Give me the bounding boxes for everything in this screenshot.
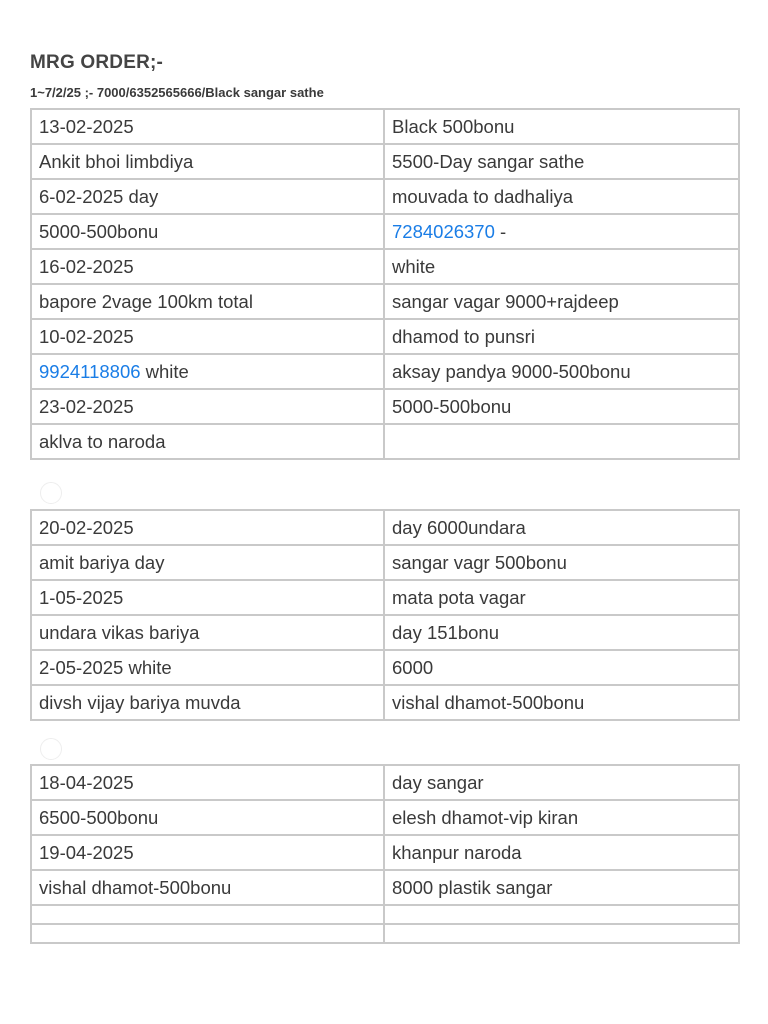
table-cell[interactable]: 5000-500bonu <box>31 214 384 249</box>
table-row <box>31 510 739 545</box>
table-cell[interactable]: dhamod to punsri <box>384 319 739 354</box>
table-cell[interactable] <box>31 354 384 389</box>
phone-link[interactable]: 9924118806 <box>39 360 141 382</box>
table-cell[interactable]: sangar vagr 500bonu <box>384 545 739 580</box>
checkbox-circle-icon[interactable] <box>40 482 62 504</box>
table-cell[interactable]: 8000 plastik sangar <box>384 870 739 905</box>
table-row <box>31 905 739 924</box>
table-cell[interactable]: 18-04-2025 <box>31 765 384 800</box>
table-cell[interactable]: white <box>384 249 739 284</box>
table-cell[interactable]: day 6000undara <box>384 510 739 545</box>
table-cell[interactable]: 16-02-2025 <box>31 249 384 284</box>
table-cell[interactable]: sangar vagar 9000+rajdeep <box>384 284 739 319</box>
table-cell[interactable]: aklva to naroda <box>31 424 384 459</box>
phone-link[interactable]: 7284026370 <box>392 220 495 242</box>
table-cell[interactable]: 6000 <box>384 650 739 685</box>
table-row <box>31 615 739 650</box>
table-row <box>31 179 739 214</box>
table-cell[interactable]: vishal dhamot-500bonu <box>31 870 384 905</box>
table-cell[interactable]: 6-02-2025 day <box>31 179 384 214</box>
table-cell[interactable]: 19-04-2025 <box>31 835 384 870</box>
table-cell[interactable]: day 151bonu <box>384 615 739 650</box>
table-cell[interactable]: vishal dhamot-500bonu <box>384 685 739 720</box>
table-cell[interactable]: day sangar <box>384 765 739 800</box>
table-row <box>31 835 739 870</box>
table-cell[interactable]: mata pota vagar <box>384 580 739 615</box>
table-cell[interactable]: 5500-Day sangar sathe <box>384 144 739 179</box>
table-cell[interactable] <box>31 905 384 924</box>
table-cell[interactable] <box>384 924 739 943</box>
table-cell[interactable] <box>384 214 739 249</box>
table-row <box>31 284 739 319</box>
table-cell[interactable]: 10-02-2025 <box>31 319 384 354</box>
table-row <box>31 109 739 144</box>
table-cell[interactable]: 5000-500bonu <box>384 389 739 424</box>
table-cell[interactable]: 23-02-2025 <box>31 389 384 424</box>
page-subtitle: 1~7/2/25 ;- 7000/6352565666/Black sangar sathe <box>30 85 324 100</box>
order-table-3 <box>30 764 740 944</box>
table-row <box>31 580 739 615</box>
table-cell[interactable]: divsh vijay bariya muvda <box>31 685 384 720</box>
table-cell[interactable]: khanpur naroda <box>384 835 739 870</box>
table-cell[interactable] <box>384 905 739 924</box>
cell-text: - <box>494 220 507 242</box>
table-row <box>31 800 739 835</box>
table-row <box>31 249 739 284</box>
table-cell[interactable]: undara vikas bariya <box>31 615 384 650</box>
table-row <box>31 765 739 800</box>
table-row <box>31 924 739 943</box>
table-cell[interactable]: 20-02-2025 <box>31 510 384 545</box>
table-cell[interactable] <box>384 424 739 459</box>
order-table-2 <box>30 509 740 721</box>
table-cell[interactable]: 1-05-2025 <box>31 580 384 615</box>
page-title: MRG ORDER;- <box>30 52 164 73</box>
table-cell[interactable]: 6500-500bonu <box>31 800 384 835</box>
table-row <box>31 389 739 424</box>
table-row <box>31 424 739 459</box>
table-cell[interactable]: 2-05-2025 white <box>31 650 384 685</box>
table-cell[interactable]: mouvada to dadhaliya <box>384 179 739 214</box>
cell-text: white <box>140 360 189 382</box>
table-row <box>31 545 739 580</box>
checkbox-circle-icon[interactable] <box>40 738 62 760</box>
table-cell[interactable]: 13-02-2025 <box>31 109 384 144</box>
table-cell[interactable] <box>31 924 384 943</box>
table-row <box>31 319 739 354</box>
table-row <box>31 870 739 905</box>
table-cell[interactable]: amit bariya day <box>31 545 384 580</box>
table-row <box>31 214 739 249</box>
table-row <box>31 650 739 685</box>
table-cell[interactable]: Black 500bonu <box>384 109 739 144</box>
order-table-1 <box>30 108 740 460</box>
table-cell[interactable]: aksay pandya 9000-500bonu <box>384 354 739 389</box>
table-row <box>31 354 739 389</box>
table-cell[interactable]: bapore 2vage 100km total <box>31 284 384 319</box>
table-row <box>31 685 739 720</box>
table-cell[interactable]: elesh dhamot-vip kiran <box>384 800 739 835</box>
table-cell[interactable]: Ankit bhoi limbdiya <box>31 144 384 179</box>
table-row <box>31 144 739 179</box>
